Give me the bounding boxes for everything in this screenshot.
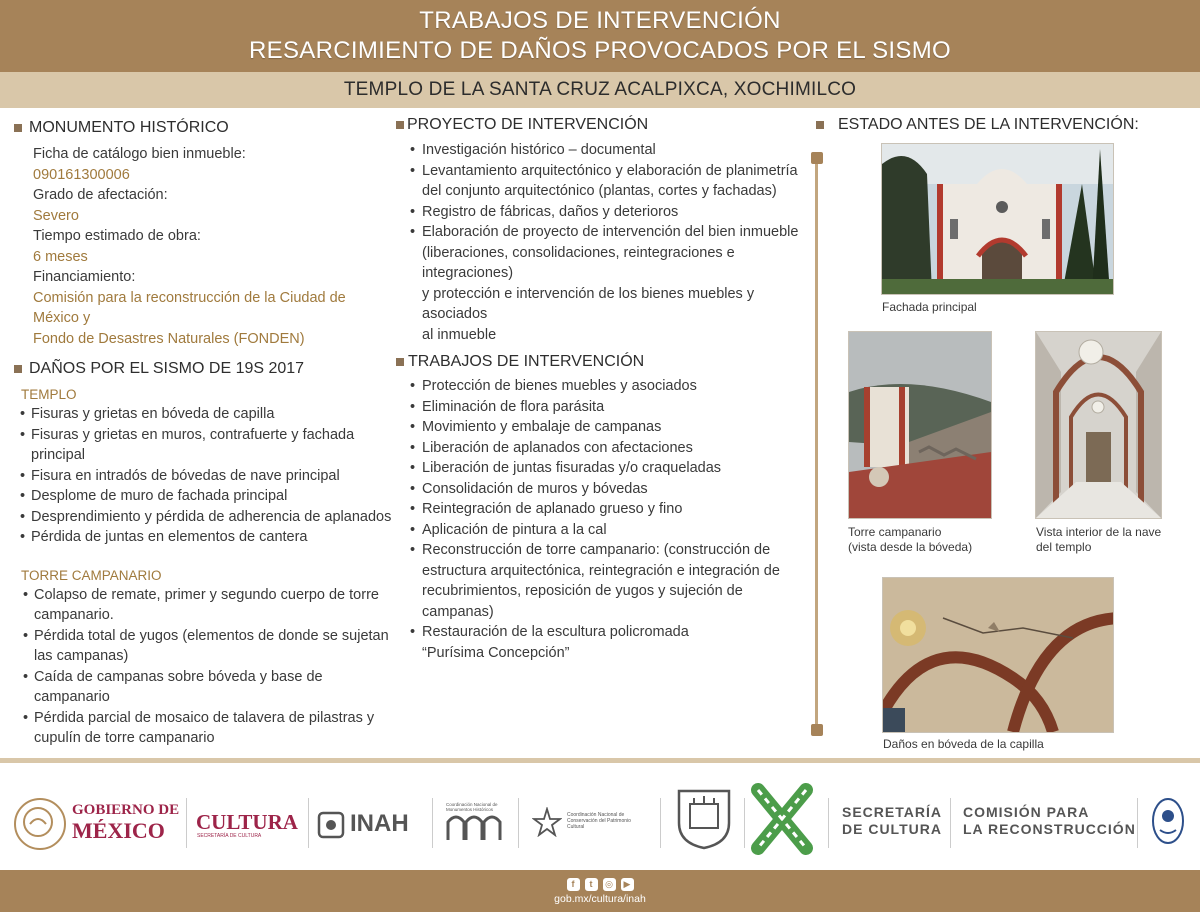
caption-torre-line-1: Torre campanario: [848, 525, 942, 539]
caption-torre: [848, 525, 972, 555]
cdmx-shield-icon: [676, 788, 732, 850]
trabajos-list: [396, 376, 806, 663]
list-item: [410, 202, 806, 223]
list-item-line: (liberaciones, consolidaciones, reintegraciones e integraciones): [422, 244, 735, 281]
section-title-text: MONUMENTO HISTÓRICO: [29, 119, 229, 136]
cnmh-text: Coordinación Nacional de Monumentos Históricos: [446, 802, 498, 812]
mexico-seal-icon: [14, 798, 66, 850]
list-item-line: • Protección de bienes muebles y asociados: [422, 378, 697, 394]
list-item-line: • Reintegración de aplanado grueso y fino: [422, 501, 683, 517]
photo-fachada: [881, 143, 1114, 295]
footer-bar: [0, 870, 1200, 912]
cdmx-x-logo-icon: [750, 782, 814, 856]
torre-damage-list: [14, 585, 394, 749]
list-item-line: • Elaboración de proyecto de intervención del bien inmueble: [422, 224, 799, 240]
inah-emblem-icon: [316, 810, 346, 840]
timeline-bar: [815, 157, 818, 729]
list-item-line: • Registro de fábricas, daños y deterioros: [422, 203, 679, 220]
list-item: [410, 397, 806, 418]
list-item: [23, 708, 394, 749]
list-item: [410, 438, 806, 459]
section-title-estado: [808, 114, 1200, 136]
torre-label: TORRE CAMPANARIO: [21, 567, 162, 583]
caption-boveda: Daños en bóveda de la capilla: [883, 737, 1044, 751]
list-item-line: del conjunto arquitectónico (plantas, cortes y fachadas): [422, 183, 777, 199]
list-item: [410, 458, 806, 479]
logo-separator: [186, 798, 187, 848]
square-bullet-icon: [396, 121, 404, 129]
list-item: [410, 140, 806, 161]
logo-separator: [828, 798, 829, 848]
title-line-2: RESARCIMIENTO DE DAÑOS PROVOCADOS POR EL SISMO: [249, 37, 951, 64]
caption-nave-line-2: del templo: [1036, 540, 1092, 554]
section-title-monumento: [14, 117, 394, 139]
grado-label: Grado de afectación:: [33, 187, 168, 203]
header-banner: [0, 0, 1200, 72]
list-item-line: al inmueble: [422, 326, 497, 343]
section-title-trabajos: [396, 351, 806, 373]
list-item-line: • Aplicación de pintura a la cal: [422, 521, 607, 538]
gobierno-line-1: GOBIERNO DE: [72, 802, 180, 818]
photo-boveda: [882, 577, 1114, 733]
financiamiento-value-1: Comisión para la reconstrucción de la Ciudad de México y: [33, 289, 346, 326]
list-item-line: • Reconstrucción de torre campanario: (construcción de: [422, 542, 771, 558]
logo-separator: [1137, 798, 1138, 848]
list-item-line: recubrimientos, reposición de yugos y sujeción de: [422, 583, 743, 599]
footer-divider: [0, 758, 1200, 763]
list-item: [23, 667, 394, 708]
list-item-line: campanas): [422, 603, 494, 620]
list-item: [410, 161, 806, 202]
ficha-value: 090161300006: [33, 166, 130, 183]
list-item-line: • Movimiento y embalaje de campanas: [422, 419, 662, 435]
list-item: [20, 404, 394, 425]
list-item-line: cupulín de torre campanario: [34, 730, 215, 746]
list-item: [410, 499, 806, 520]
section-title-proyecto: [396, 114, 806, 136]
list-item-line: • Desplome de muro de fachada principal: [31, 488, 288, 504]
ficha-label: Ficha de catálogo bien inmueble:: [33, 146, 246, 162]
list-item-line: • Caída de campanas sobre bóveda y base de campanario: [34, 668, 323, 705]
list-item: [23, 585, 394, 626]
facebook-icon[interactable]: f: [567, 878, 580, 891]
cncpc-star-icon: [532, 807, 562, 837]
square-bullet-icon: [14, 365, 22, 373]
financiamiento-label: Financiamiento:: [33, 269, 136, 285]
inah-logo-text: INAH: [350, 810, 409, 837]
caption-nave: [1036, 525, 1161, 555]
comision-line-2: LA RECONSTRUCCIÓN: [963, 821, 1136, 837]
list-item-line: • Colapso de remate, primer y segundo cuerpo de torre: [34, 586, 379, 603]
monumento-details: [14, 144, 394, 349]
column-estado: [808, 112, 1200, 752]
list-item-line: y protección e intervención de los bienes muebles y asociados: [422, 285, 755, 322]
gobierno-line-2: MÉXICO: [72, 818, 165, 843]
logo-separator: [308, 798, 309, 848]
column-proyecto: [396, 112, 806, 663]
list-item-line: • Fisuras y grietas en bóveda de capilla: [31, 406, 275, 422]
list-item: [20, 527, 394, 548]
logo-separator: [744, 798, 745, 848]
secretaria-line-1: SECRETARÍA: [842, 804, 942, 820]
templo-label: TEMPLO: [21, 387, 77, 402]
list-item-line: • Fisuras y grietas en muros, contrafuerte y fachada principal: [31, 426, 355, 463]
logo-separator: [950, 798, 951, 848]
list-item-line: • Consolidación de muros y bóvedas: [422, 480, 648, 497]
list-item: [23, 626, 394, 667]
cncpc-text: Coordinación Nacional de Conservación del Patrimonio Cultural: [567, 812, 631, 830]
list-item-line: • Liberación de juntas fisuradas y/o craqueladas: [422, 460, 722, 476]
list-item: [410, 622, 806, 663]
list-item-line: • Liberación de aplanados con afectaciones: [422, 439, 693, 456]
photo-torre: [848, 331, 992, 519]
list-item: [410, 222, 806, 345]
comision-line-1: COMISIÓN PARA: [963, 804, 1090, 820]
cultura-sub: SECRETARÍA DE CULTURA: [197, 833, 262, 839]
secretaria-line-2: DE CULTURA: [842, 821, 942, 837]
caption-torre-line-2: (vista desde la bóveda): [848, 540, 973, 554]
square-bullet-icon: [816, 121, 824, 129]
list-item-line: • Eliminación de flora parásita: [422, 398, 605, 415]
column-monumento: [14, 112, 394, 749]
instagram-icon[interactable]: ◎: [603, 878, 616, 891]
list-item-line: • Pérdida parcial de mosaico de talavera de pilastras y: [34, 709, 375, 726]
list-item: [20, 425, 394, 466]
subtitle-banner: [0, 72, 1200, 108]
church-facade-image: [882, 144, 1113, 294]
subtitle: TEMPLO DE LA SANTA CRUZ ACALPIXCA, XOCHIMILCO: [343, 79, 857, 100]
proyecto-list: [396, 140, 806, 345]
footer-url[interactable]: gob.mx/cultura/inah: [554, 892, 646, 905]
section-title-danos: [14, 358, 394, 380]
social-icons: [567, 878, 634, 891]
list-item-line: • Investigación histórico – documental: [422, 142, 656, 158]
list-item-line: • Desprendimiento y pérdida de adherencia de aplanados: [31, 508, 392, 525]
caption-nave-line-1: Vista interior de la nave: [1036, 525, 1162, 539]
list-item: [20, 507, 394, 528]
caption-fachada: Fachada principal: [882, 300, 977, 314]
bell-tower-image: [849, 332, 991, 518]
youtube-icon[interactable]: ▶: [621, 878, 634, 891]
list-item: [20, 466, 394, 487]
financiamiento-value-2: Fondo de Desastres Naturales (FONDEN): [33, 330, 305, 347]
list-item: [410, 376, 806, 397]
twitter-icon[interactable]: t: [585, 878, 598, 891]
section-title-text: DAÑOS POR EL SISMO DE 19S 2017: [29, 360, 305, 377]
tiempo-value: 6 meses: [33, 248, 88, 265]
list-item-line: • Pérdida total de yugos (elementos de donde se sujetan: [34, 627, 389, 644]
square-bullet-icon: [396, 358, 404, 366]
list-item: [410, 540, 806, 622]
nave-interior-image: [1036, 332, 1161, 518]
square-bullet-icon: [14, 124, 22, 132]
xochimilco-emblem-icon: [1150, 796, 1186, 846]
timeline-bottom-cap: [811, 724, 823, 736]
list-item: [20, 486, 394, 507]
logo-separator: [432, 798, 433, 848]
list-item-line: las campanas): [34, 648, 129, 664]
section-title-text: ESTADO ANTES DE LA INTERVENCIÓN:: [838, 116, 1139, 133]
cultura-logo-text: CULTURA: [196, 810, 298, 834]
vault-damage-image: [883, 578, 1113, 732]
templo-damage-list: [14, 404, 394, 548]
list-item: [410, 520, 806, 541]
list-item-line: campanario.: [34, 607, 114, 623]
logo-separator: [660, 798, 661, 848]
tiempo-label: Tiempo estimado de obra:: [33, 228, 201, 244]
list-item: [410, 479, 806, 500]
logo-separator: [518, 798, 519, 848]
list-item-line: • Restauración de la escultura policromada: [422, 624, 689, 640]
cnmh-arches-icon: [446, 810, 504, 842]
list-item: [410, 417, 806, 438]
section-title-text: PROYECTO DE INTERVENCIÓN: [407, 116, 649, 133]
grado-value: Severo: [33, 207, 79, 224]
list-item-line: • Levantamiento arquitectónico y elaboración de planimetría: [422, 162, 798, 179]
title-line-1: TRABAJOS DE INTERVENCIÓN: [419, 7, 781, 34]
list-item-line: estructura arquitectónica, reintegración e integración de: [422, 562, 780, 579]
logos-strip: [0, 770, 1200, 870]
list-item-line: • Fisura en intradós de bóvedas de nave principal: [31, 467, 340, 484]
timeline-top-cap: [811, 152, 823, 164]
photo-nave: [1035, 331, 1162, 519]
list-item-line: • Pérdida de juntas en elementos de cantera: [31, 529, 308, 545]
section-title-text: TRABAJOS DE INTERVENCIÓN: [408, 353, 645, 370]
list-item-line: “Purísima Concepción”: [422, 644, 570, 661]
